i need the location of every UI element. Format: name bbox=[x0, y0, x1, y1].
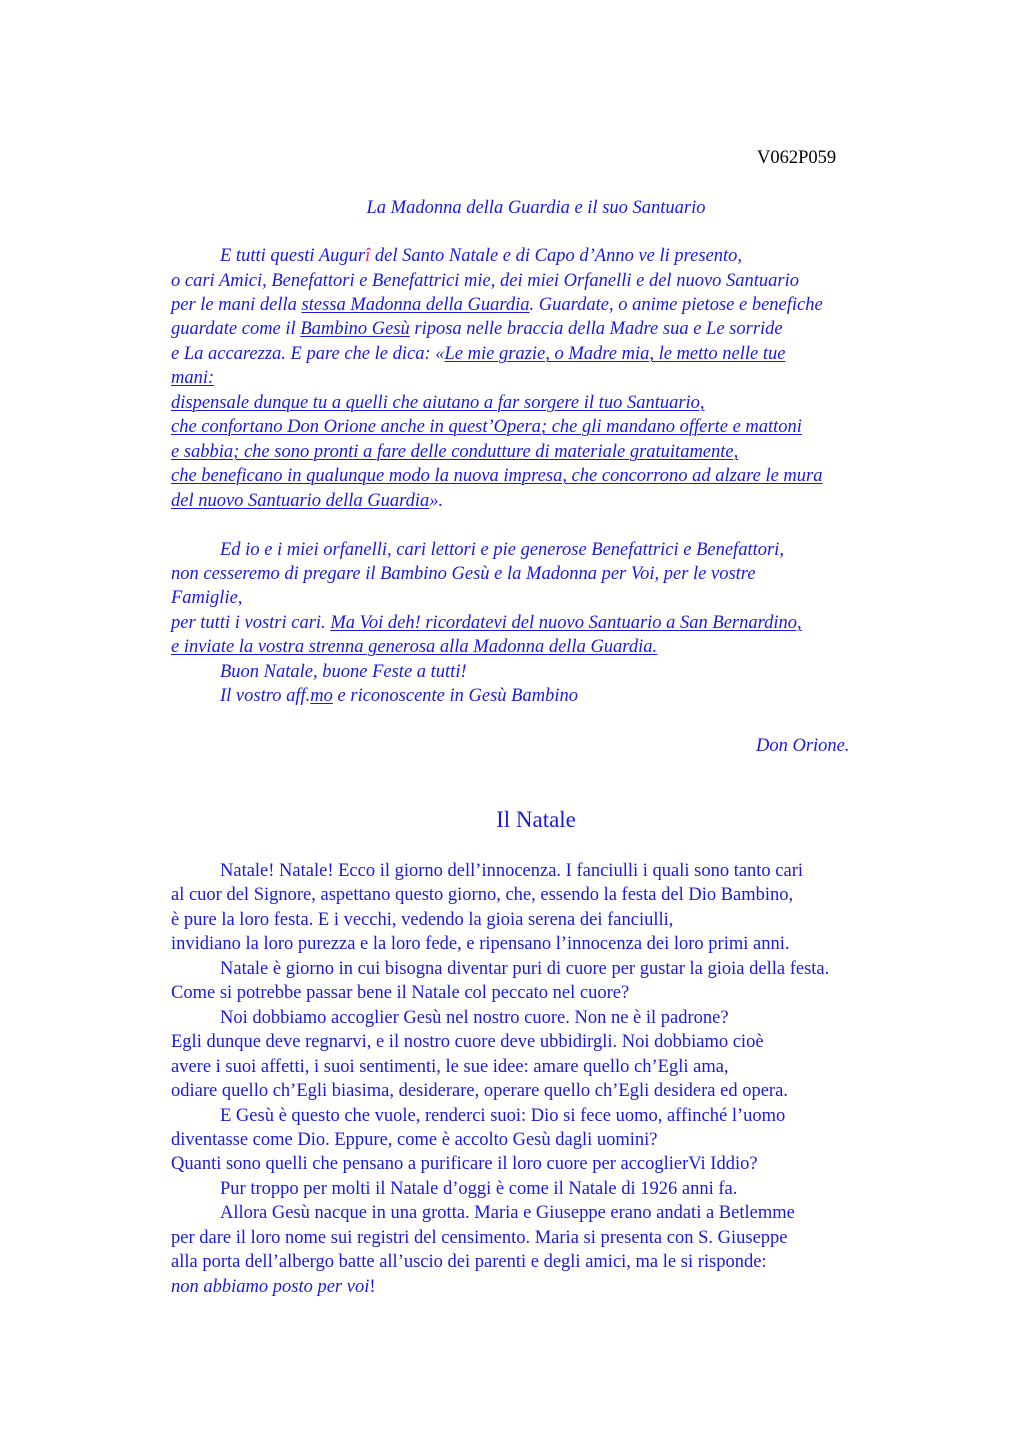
article-line: è pure la loro festa. E i vecchi, vedendo la gioia serena dei fanciulli, bbox=[171, 910, 674, 930]
article-line: avere i suoi affetti, i suoi sentimenti, le sue idee: amare quello ch’Egli ama, bbox=[171, 1057, 729, 1077]
article-line: Allora Gesù nacque in una grotta. Maria e Giuseppe erano andati a Betlemme bbox=[220, 1203, 795, 1223]
letter-title: La Madonna della Guardia e il suo Santuario bbox=[366, 198, 706, 218]
article-line: E Gesù è questo che vuole, renderci suoi: Dio si fece uomo, affinché l’uomo bbox=[220, 1106, 786, 1126]
letter-line: del nuovo Santuario della Guardia». bbox=[171, 491, 444, 511]
letter-line: e inviate la vostra strenna generosa alla Madonna della Guardia. bbox=[171, 637, 658, 657]
letter-line: dispensale dunque tu a quelli che aiutano a far sorgere il tuo Santuario, bbox=[171, 393, 705, 413]
article-line: diventasse come Dio. Eppure, come è accolto Gesù dagli uomini? bbox=[171, 1130, 658, 1150]
article-line: Noi dobbiamo accoglier Gesù nel nostro cuore. Non ne è il padrone? bbox=[220, 1008, 729, 1028]
letter-line: che beneficano in qualunque modo la nuova impresa, che concorrono ad alzare le mura bbox=[171, 466, 823, 486]
letter-line: e sabbia; che sono pronti a fare delle condutture di materiale gratuitamente, bbox=[171, 442, 739, 462]
article-line: Egli dunque deve regnarvi, e il nostro cuore deve ubbidirgli. Noi dobbiamo cioè bbox=[171, 1032, 764, 1052]
article-line: al cuor del Signore, aspettano questo giorno, che, essendo la festa del Dio Bambino, bbox=[171, 885, 794, 905]
article-title: Il Natale bbox=[496, 807, 576, 832]
letter-line: mani: bbox=[171, 368, 215, 388]
article-line: Natale è giorno in cui bisogna diventar puri di cuore per gustar la gioia della festa. bbox=[220, 959, 830, 979]
document-id: V062P059 bbox=[757, 148, 837, 168]
letter-line: Famiglie, bbox=[171, 588, 243, 608]
letter-line: e La accarezza. E pare che le dica: «Le mie grazie, o Madre mia, le metto nelle tue bbox=[171, 344, 786, 364]
letter-line: Buon Natale, buone Feste a tutti! bbox=[220, 662, 467, 682]
letter-line: per le mani della stessa Madonna della Guardia. Guardate, o anime pietose e benefiche bbox=[171, 295, 823, 315]
letter-line: per tutti i vostri cari. Ma Voi deh! ricordatevi del nuovo Santuario a San Bernardino, bbox=[171, 613, 802, 633]
letter-line: o cari Amici, Benefattori e Benefattrici mie, dei miei Orfanelli e del nuovo Santuario bbox=[171, 271, 800, 291]
article-line: Come si potrebbe passar bene il Natale col peccato nel cuore? bbox=[171, 983, 630, 1003]
article-line: Pur troppo per molti il Natale d’oggi è come il Natale di 1926 anni fa. bbox=[220, 1179, 738, 1199]
article-line: invidiano la loro purezza e la loro fede, e ripensano l’innocenza dei loro primi anni. bbox=[171, 934, 790, 954]
article-line: Natale! Natale! Ecco il giorno dell’innocenza. I fanciulli i quali sono tanto cari bbox=[220, 861, 804, 881]
article-line: alla porta dell’albergo batte all’uscio dei parenti e degli amici, ma le si risponde: bbox=[171, 1252, 767, 1272]
article-line: odiare quello ch’Egli biasima, desiderare, operare quello ch’Egli desidera ed opera. bbox=[171, 1081, 788, 1101]
article-line: per dare il loro nome sui registri del censimento. Maria si presenta con S. Giuseppe bbox=[171, 1228, 788, 1248]
article-line: non abbiamo posto per voi! bbox=[171, 1277, 376, 1297]
letter-line: E tutti questi Augurî del Santo Natale e di Capo d’Anno ve li presento, bbox=[220, 246, 743, 266]
letter-line: che confortano Don Orione anche in quest’Opera; che gli mandano offerte e mattoni bbox=[171, 417, 802, 437]
letter-line: Il vostro aff.mo e riconoscente in Gesù Bambino bbox=[220, 686, 578, 706]
letter-line: guardate come il Bambino Gesù riposa nelle braccia della Madre sua e Le sorride bbox=[171, 319, 783, 339]
signature: Don Orione. bbox=[756, 736, 850, 756]
article-line: Quanti sono quelli che pensano a purificare il loro cuore per accoglierVi Iddio? bbox=[171, 1154, 758, 1174]
letter-line: Ed io e i miei orfanelli, cari lettori e pie generose Benefattrici e Benefattori, bbox=[220, 540, 784, 560]
letter-line: non cesseremo di pregare il Bambino Gesù e la Madonna per Voi, per le vostre bbox=[171, 564, 756, 584]
